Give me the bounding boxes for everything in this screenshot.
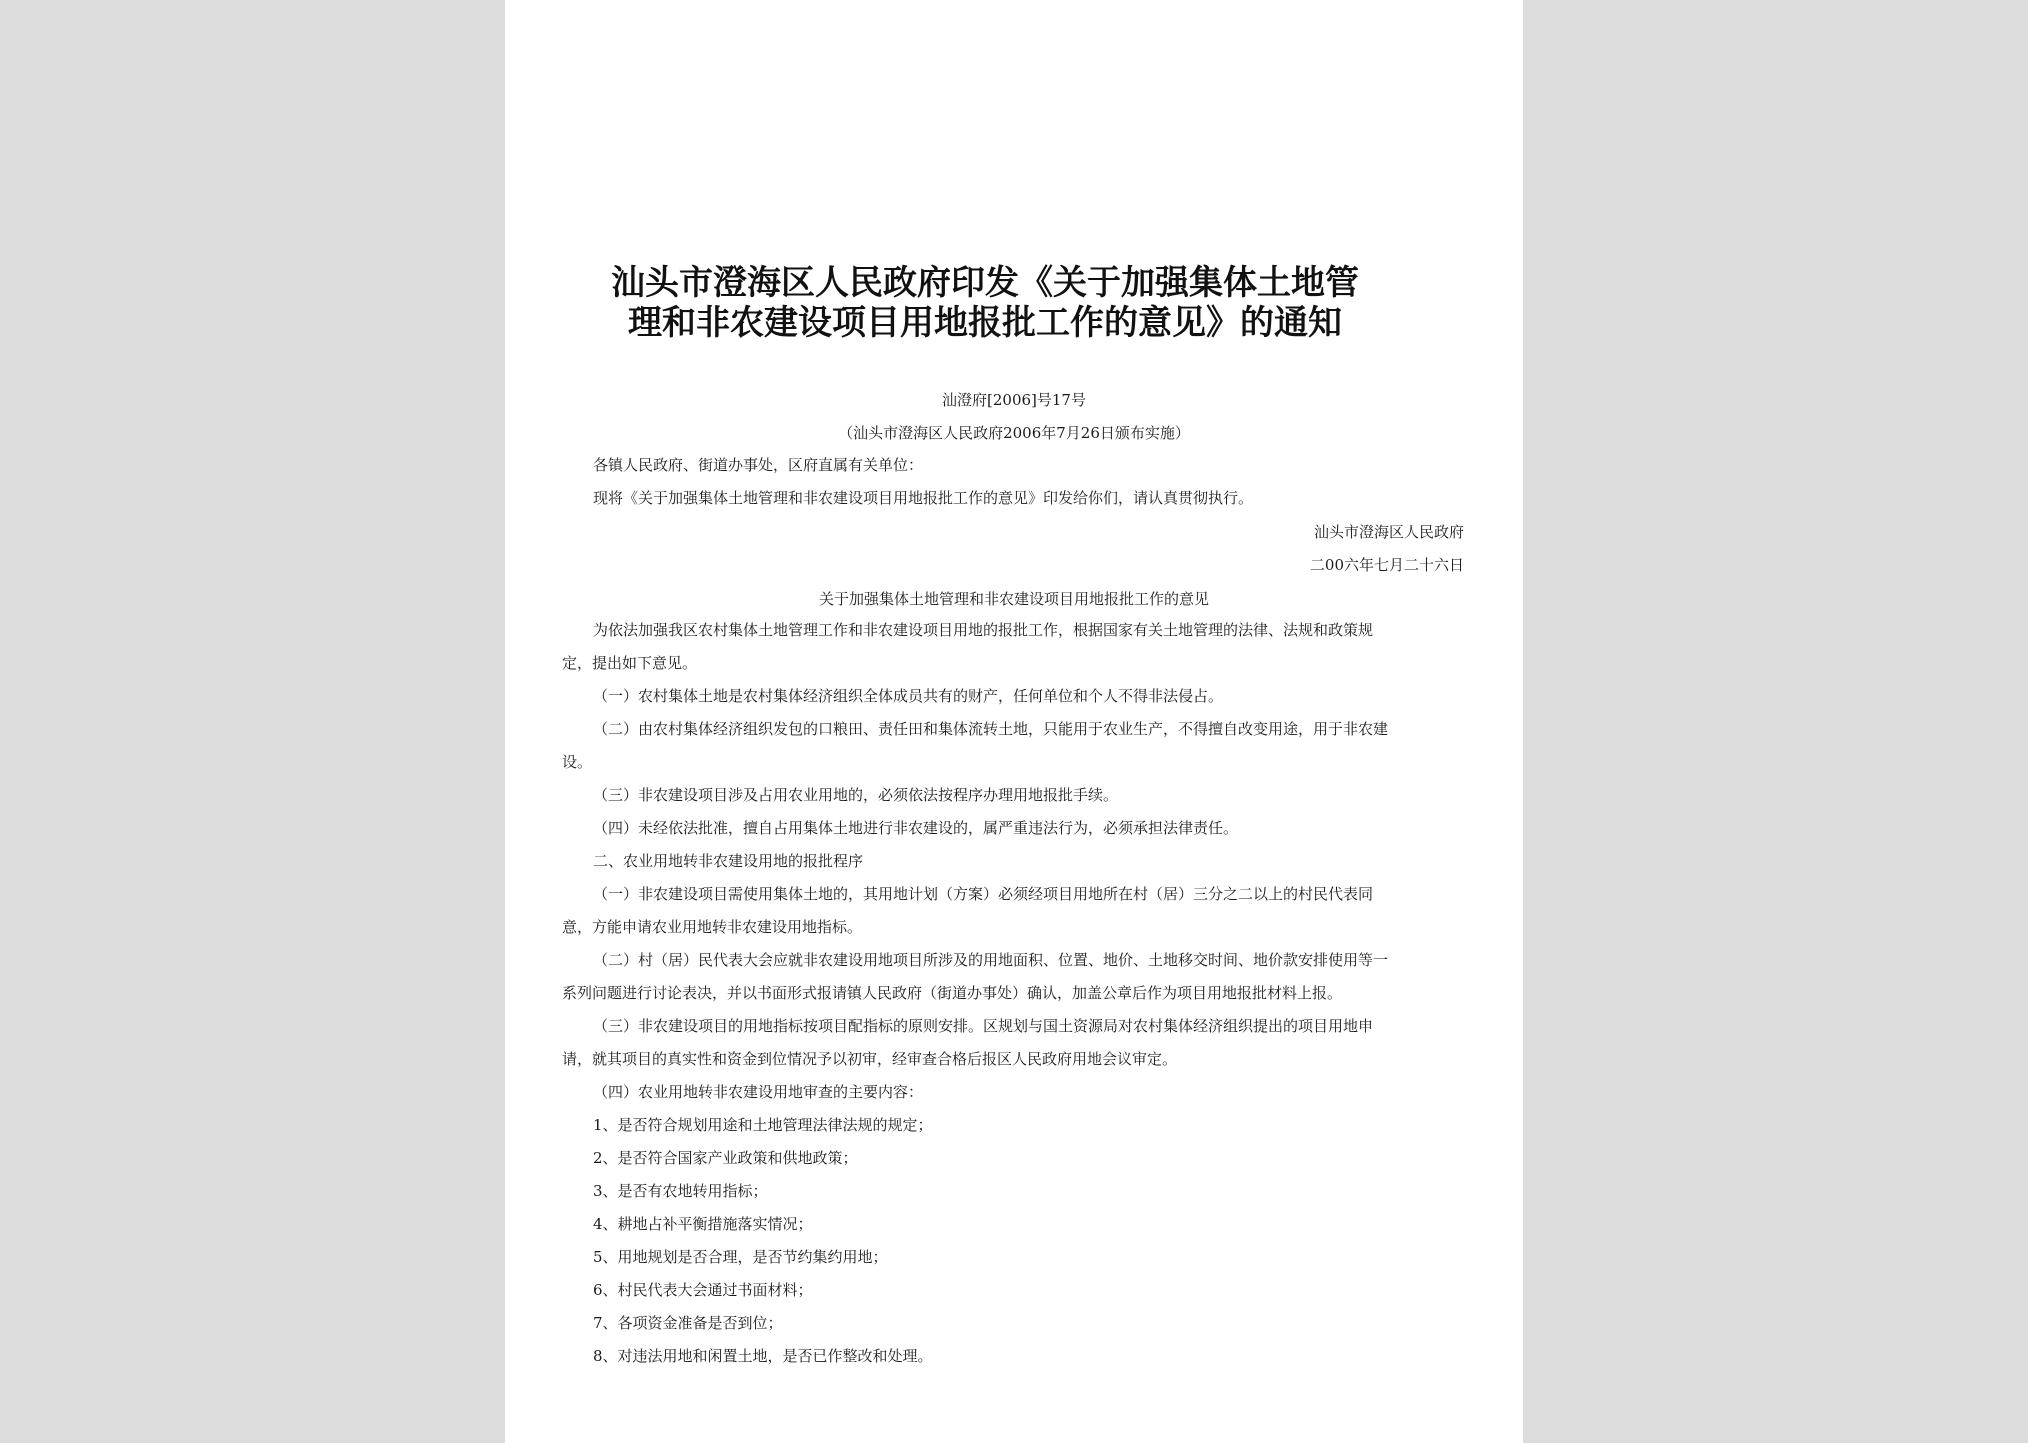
body-line: （一）农村集体土地是农村集体经济组织全体成员共有的财产，任何单位和个人不得非法侵占。 xyxy=(593,687,1224,705)
body-line: （三）非农建设项目的用地指标按项目配指标的原则安排。区规划与国土资源局对农村集体经济组织提出的项目用地申 xyxy=(593,1017,1374,1035)
section-heading: 二、农业用地转非农建设用地的报批程序 xyxy=(593,852,864,870)
list-item: 2、是否符合国家产业政策和供地政策； xyxy=(593,1149,858,1167)
body-line: （三）非农建设项目涉及占用农业用地的，必须依法按程序办理用地报批手续。 xyxy=(593,786,1119,804)
notice-text: 现将《关于加强集体土地管理和非农建设项目用地报批工作的意见》印发给你们，请认真贯彻执行。 xyxy=(593,489,1254,507)
body-line: （二）由农村集体经济组织发包的口粮田、责任田和集体流转土地，只能用于农业生产，不得擅自改变用途，用于非农建 xyxy=(593,720,1389,738)
body-line: （四）未经依法批准，擅自占用集体土地进行非农建设的，属严重违法行为，必须承担法律责任。 xyxy=(593,819,1239,837)
body-line: 请，就其项目的真实性和资金到位情况予以初审，经审查合格后报区人民政府用地会议审定。 xyxy=(562,1050,1178,1068)
body-line: 系列问题进行讨论表决，并以书面形式报请镇人民政府（街道办事处）确认，加盖公章后作为项目用地报批材料上报。 xyxy=(562,984,1343,1002)
document-title: 汕头市澄海区人民政府印发《关于加强集体土地管理和非农建设项目用地报批工作的意见》的通知 xyxy=(611,263,1359,343)
body-line: 定，提出如下意见。 xyxy=(562,654,698,672)
issue-date: 二00六年七月二十六日 xyxy=(1309,556,1464,574)
promulgation-note: （汕头市澄海区人民政府2006年7月26日颁布实施） xyxy=(838,424,1190,442)
list-item: 4、耕地占补平衡措施落实情况； xyxy=(593,1215,813,1233)
document-page xyxy=(505,0,1523,1443)
issuer: 汕头市澄海区人民政府 xyxy=(1313,523,1464,541)
body-line: 意，方能申请农业用地转非农建设用地指标。 xyxy=(562,918,863,936)
list-item: 6、村民代表大会通过书面材料； xyxy=(593,1281,813,1299)
list-item: 3、是否有农地转用指标； xyxy=(593,1182,768,1200)
opinion-title: 关于加强集体土地管理和非农建设项目用地报批工作的意见 xyxy=(818,590,1209,608)
list-item: 8、对违法用地和闲置土地，是否已作整改和处理。 xyxy=(593,1347,933,1365)
body-line: 为依法加强我区农村集体土地管理工作和非农建设项目用地的报批工作，根据国家有关土地管理的法律、法规和政策规 xyxy=(593,621,1374,639)
list-item: 1、是否符合规划用途和土地管理法律法规的规定； xyxy=(593,1116,933,1134)
body-line: （一）非农建设项目需使用集体土地的，其用地计划（方案）必须经项目用地所在村（居）三分之二以上的村民代表同 xyxy=(593,885,1374,903)
salutation: 各镇人民政府、街道办事处，区府直属有关单位： xyxy=(593,456,924,474)
body-line: （二）村（居）民代表大会应就非农建设用地项目所涉及的用地面积、位置、地价、土地移交时间、地价款安排使用等一 xyxy=(593,951,1389,969)
body-line: 设。 xyxy=(562,753,593,771)
document-number: 汕澄府[2006]号17号 xyxy=(942,391,1086,409)
body-line: （四）农业用地转非农建设用地审查的主要内容： xyxy=(593,1083,924,1101)
list-item: 5、用地规划是否合理，是否节约集约用地； xyxy=(593,1248,888,1266)
list-item: 7、各项资金准备是否到位； xyxy=(593,1314,783,1332)
